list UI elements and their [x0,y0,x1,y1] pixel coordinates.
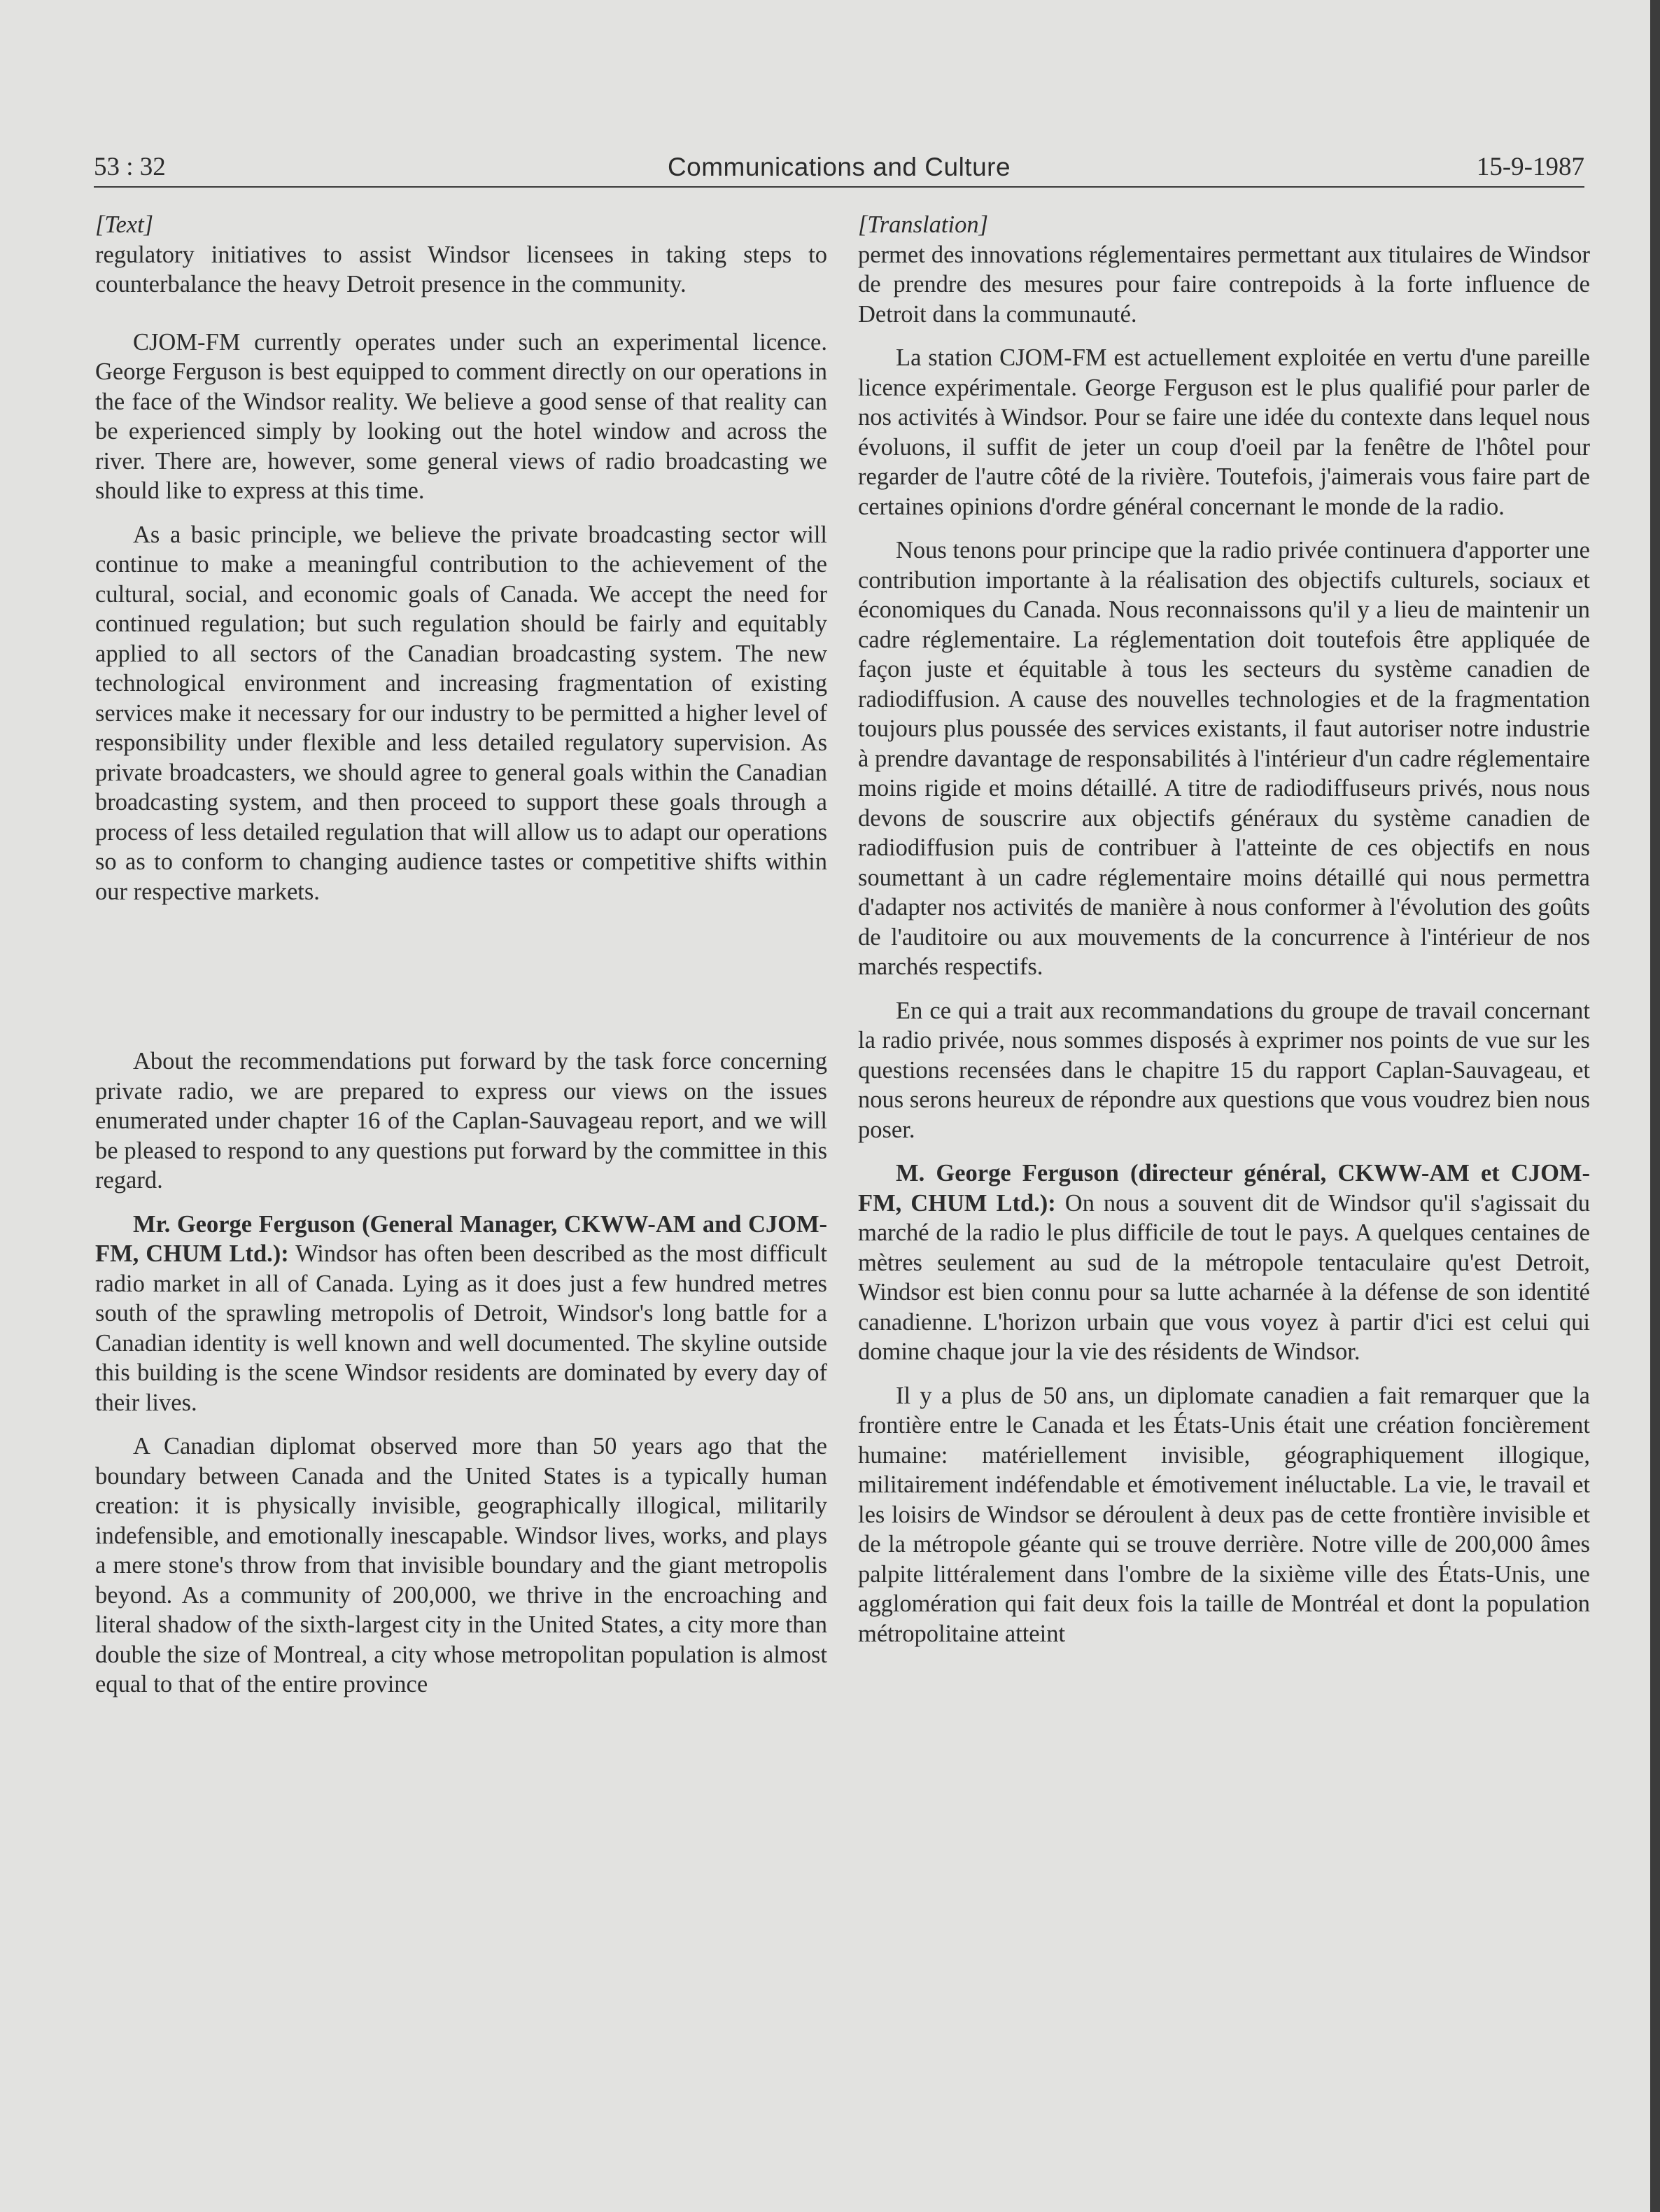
paragraph: CJOM-FM currently operates under such an experimental licence. George Ferguson is best equipped to comment directly on our operations in the face of the Windsor reality. We believe a good sense of that reality can be experienced simply by looking out the hotel window and across the river. There are, however, some general views of radio broadcasting we should like to express at this time. [95,328,827,504]
speaker-name: M. George Ferguson (directeur général, CKWW-AM et CJOM-FM, CHUM Ltd.): [858,1160,1590,1217]
paragraph: En ce qui a trait aux recommandations du groupe de travail concernant la radio privée, nous sommes disposés à exprimer nos points de vue sur les questions recensées dans le chapitre 15 du rapport Caplan-Sauvageau, et nous serons heureux de répondre aux questions que vous voudrez bien nous poser. [858,997,1590,1143]
paragraph: regulatory initiatives to assist Windsor licensees in taking steps to counterbalance the heavy Detroit presence in the community. [95,241,827,298]
speaker-text: Windsor has often been described as the most difficult radio market in all of Canada. Lying as it does just a few hundred metres south of the sprawling metropolis of Detroit, Windsor's long battle for a Canadian identity is well known and well documented. The skyline outside this building is the scene Windsor residents are dominated by every day of their lives. [95,1240,827,1416]
paragraph: A Canadian diplomat observed more than 50 years ago that the boundary between Canada and the United States is a typically human creation: it is physically invisible, geographically illogical, militarily indefensible, and emotionally inescapable. Windsor lives, works, and plays a mere stone's throw from that invisible boundary and the giant metropolis beyond. As a community of 200,000, we thrive in the encroaching and literal shadow of the sixth-largest city in the United States, a city more than double the size of Montreal, a city whose metropolitan population is almost equal to that of the entire province [95,1433,827,1698]
running-title: Communications and Culture [667,153,1011,181]
page-date: 15-9-1987 [1476,153,1584,181]
english-column [95,210,827,1700]
page-number: 53 : 32 [94,153,166,181]
speaker-paragraph [95,1210,827,1418]
page-header [94,149,1584,186]
paragraph: About the recommendations put forward by the task force concerning private radio, we are prepared to express our views on the issues enumerated under chapter 16 of the Caplan-Sauvageau report, and we will be pleased to respond to any questions put forward by the committee in this regard. [95,1048,827,1194]
paragraph: Il y a plus de 50 ans, un diplomate canadien a fait remarquer que la frontière entre le Canada et les États-Unis était une création foncièrement humaine: matériellement invisible, géographiquement illogique, militairement indéfendable et émotivement inéluctable. La vie, le travail et les loisirs de Windsor se déroulent à deux pas de cette frontière invisible et de la métropole géante qui se trouve derrière. Notre ville de 200,000 âmes palpite littéralement dans l'ombre de la sixième ville des États-Unis, une agglomération qui fait deux fois la taille de Montréal et dont la population métropolitaine atteint [858,1382,1590,1647]
speaker-name: Mr. George Ferguson (General Manager, CKWW-AM and CJOM-FM, CHUM Ltd.): [95,1210,827,1267]
paragraph: La station CJOM-FM est actuellement exploitée en vertu d'une pareille licence expérimentale. George Ferguson est le plus qualifié pour parler de nos activités à Windsor. Pour se faire une idée du contexte dans lequel nous évoluons, il suffit de jeter un coup d'oeil par la fenêtre de l'hôtel pour regarder de l'autre côté de la rivière. Toutefois, j'aimerais vous faire part de certaines opinions d'ordre général concernant le monde de la radio. [858,344,1590,520]
paragraph: Nous tenons pour principe que la radio privée continuera d'apporter une contribution importante à la réalisation des objectifs culturels, sociaux et économiques du Canada. Nous reconnaissons qu'il y a lieu de maintenir un cadre réglementaire. La réglementation doit toutefois être appliquée de façon juste et équitable à tous les secteurs du système canadien de radiodiffusion. A cause des nouvelles technologies et de la fragmentation toujours plus poussée des services existants, il faut autoriser notre industrie à prendre davantage de responsabilités à l'intérieur d'un cadre réglementaire moins rigide et moins détaillé. A titre de radiodiffuseurs privés, nous nous devons de souscrire aux objectifs généraux du système canadien de radiodiffusion puis de contribuer à l'atteinte de ces objectifs en nous soumettant à un cadre réglementaire moins détaillé qui nous permettra d'adapter nos activités de manière à nous conformer à l'évolution des goûts de l'auditoire ou aux mouvements de la concurrence à l'intérieur de nos marchés respectifs. [858,537,1590,980]
translation-tag: [Translation] [858,211,988,238]
page-edge [1650,0,1660,2212]
header-rule [94,186,1584,188]
speaker-paragraph [858,1158,1590,1367]
text-tag: [Text] [95,211,154,238]
paragraph: As a basic principle, we believe the private broadcasting sector will continue to make a meaningful contribution to the achievement of the cultural, social, and economic goals of Canada. We accept the need for continued regulation; but such regulation should be fairly and equitably applied to all sectors of the Canadian broadcasting system. The new technological environment and increasing fragmentation of existing services make it necessary for our industry to be permitted a higher level of responsibility under flexible and less detailed regulatory supervision. As private broadcasters, we should agree to general goals within the Canadian broadcasting system, and then proceed to support these goals through a process of less detailed regulation that will allow us to adapt our operations so as to conform to changing audience tastes or competitive shifts within our respective markets. [95,521,827,905]
speaker-text: On nous a souvent dit de Windsor qu'il s'agissait du marché de la radio le plus difficile de tout le pays. A quelques centaines de mètres seulement au sud de la métropole tentaculaire qu'est Detroit, Windsor est bien connu pour sa lutte acharnée à la défense de son identité canadienne. L'horizon urbain que vous voyez à partir d'ici est celui qui domine chaque jour la vie des résidents de Windsor. [858,1189,1591,1365]
paragraph: permet des innovations réglementaires permettant aux titulaires de Windsor de prendre des mesures pour faire contrepoids à la forte influence de Detroit dans la communauté. [858,241,1590,328]
french-column [858,210,1590,1648]
